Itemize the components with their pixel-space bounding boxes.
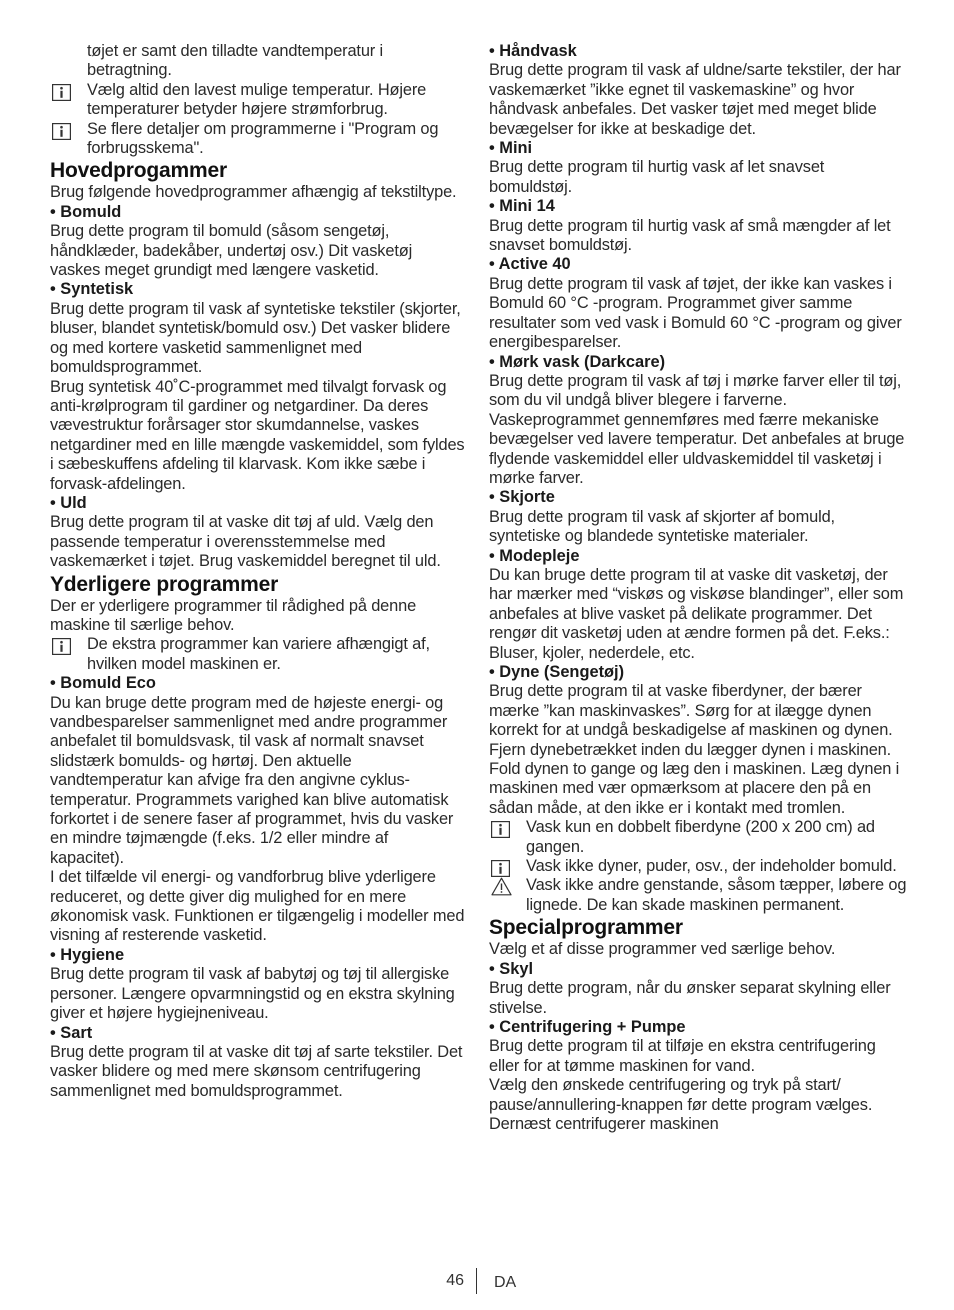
program-title-syntetisk: • Syntetisk bbox=[50, 280, 134, 299]
footer-divider bbox=[476, 1268, 477, 1294]
program-desc-bomuld-eco-2: I det tilfælde vil energi- og vandforbrug blive yderligere reduceret, og dette giver dig mulighed for en mere økonomisk vask. Funktionen er tilgængelig i modeller med visning af resterende vasketid. bbox=[50, 868, 465, 945]
program-title-uld: • Uld bbox=[50, 493, 87, 512]
program-title-darkcare: • Mørk vask (Darkcare) bbox=[489, 352, 666, 371]
page-number: 46 bbox=[446, 1272, 464, 1289]
info-icon bbox=[52, 638, 71, 655]
note-text: Vask kun en dobbelt fiberdyne (200 x 200 cm) ad gangen. bbox=[526, 818, 875, 856]
program-title-haandvask: • Håndvask bbox=[489, 42, 577, 60]
note-text: De ekstra programmer kan variere afhængigt af, hvilken model maskinen er. bbox=[87, 635, 430, 673]
program-desc-skyl: Brug dette program, når du ønsker separat skylning eller stivelse. bbox=[489, 979, 891, 1017]
heading-extra-programs: Yderligere programmer bbox=[50, 572, 279, 596]
program-desc-syntetisk-2: Brug syntetisk 40˚C-programmet med tilvalgt forvask og anti-krølprogram til gardiner og netgardiner. Da deres vævestruktur forårsager stor skumdannelse, vaskes netgardiner med en lille mængde vaskemiddel, som fyldes i sæbeskuffens afdeling til klarvask. Kom ikke sæbe i forvask-afdelingen. bbox=[50, 377, 465, 493]
left-column bbox=[50, 42, 465, 1101]
program-title-dyne: • Dyne (Sengetøj) bbox=[489, 663, 625, 681]
program-title-hygiene: • Hygiene bbox=[50, 945, 125, 964]
program-desc-mini-14: Brug dette program til hurtig vask af små mængder af let snavset bomuldstøj. bbox=[489, 216, 891, 255]
page-footer bbox=[0, 1268, 954, 1298]
language-code: DA bbox=[494, 1274, 517, 1291]
intro-continuation: tøjet er samt den tilladte vandtemperatur i betragtning. bbox=[87, 42, 384, 80]
program-desc-mini: Brug dette program til hurtig vask af let snavset bomuldstøj. bbox=[489, 158, 825, 196]
program-desc-bomuld: Brug dette program til bomuld (såsom sengetøj, håndklæder, badekåber, undertøj osv.) Dit vasketøj vaskes meget grundigt med længere vasketid. bbox=[50, 222, 413, 280]
program-title-skyl: • Skyl bbox=[489, 959, 534, 978]
program-title-skjorte: • Skjorte bbox=[489, 488, 555, 507]
warning-text: Vask ikke andre genstande, såsom tæpper, løbere og lignede. De kan skade maskinen permanent. bbox=[526, 876, 907, 914]
warning-other-items bbox=[489, 876, 909, 915]
program-desc-centrifugering-2: Vælg den ønskede centrifugering og tryk på start/ pause/annullering-knappen før dette program vælges. Dernæst centrifugerer maskinen bbox=[489, 1076, 873, 1133]
program-desc-active-40: Brug dette program til vask af tøjet, der ikke kan vaskes i Bomuld 60 °C -program. Programmet giver samme resultater som ved vask i Bomuld 60 °C -program og giver energibesparelser. bbox=[489, 274, 902, 352]
heading-main-programs: Hovedprogammer bbox=[50, 159, 227, 183]
program-title-active-40: • Active 40 bbox=[489, 255, 571, 274]
program-desc-hygiene: Brug dette program til vask af babytøj og tøj til allergiske personer. Længere opvarmningstid og en ekstra skylning giver et højere hygiejneniveau. bbox=[50, 965, 455, 1023]
note-text: Se flere detaljer om programmerne i "Program og forbrugsskema". bbox=[87, 119, 439, 158]
note-double-duvet bbox=[489, 818, 909, 857]
program-title-modepleje: • Modepleje bbox=[489, 546, 580, 565]
info-icon bbox=[491, 860, 510, 877]
warning-triangle-icon bbox=[491, 877, 512, 896]
extra-intro: Der er yderligere programmer til rådighed på denne maskine til særlige behov. bbox=[50, 596, 417, 634]
main-intro: Brug følgende hovedprogrammer afhængig af tekstiltype. bbox=[50, 183, 457, 202]
info-icon bbox=[491, 821, 510, 838]
program-title-bomuld: • Bomuld bbox=[50, 202, 122, 221]
program-title-sart: • Sart bbox=[50, 1023, 93, 1042]
program-title-bomuld-eco: • Bomuld Eco bbox=[50, 674, 156, 693]
program-desc-haandvask: Brug dette program til vask af uldne/sarte tekstiler, der har vaskemærket ”ikke egnet til vaskemaskine” og hvor håndvask anbefales. Det vasker tøjet med meget blide bevægelser for ikke at beskadige det. bbox=[489, 61, 901, 138]
program-desc-syntetisk: Brug dette program til vask af syntetiske tekstiler (skjorter, bluser, blandet syntetisk/bomuld osv.) Det vasker blidere og med kortere vasketid sammenlignet med bomuldsprogrammet. bbox=[50, 299, 461, 377]
note-text: Vælg altid den lavest mulige temperatur. Højere temperaturer betyder højere strømforbrug. bbox=[87, 80, 427, 119]
note-extra-programs bbox=[50, 635, 465, 674]
program-desc-centrifugering: Brug dette program til at tilføje en ekstra centrifugering eller for at tømme maskinen for vand. bbox=[489, 1037, 876, 1075]
program-desc-bomuld-eco: Du kan bruge dette program med de højeste energi- og vandbesparelser sammenlignet med andre programmer anbefalet til bomuldsvask, til vask af normalt snavset slidstærk bomulds- og hørtøj. Den aktuelle vandtemperatur kan afvige fra den angivne cyklus-temperatur. Programmets varighed kan blive automatisk forkortet i de senere faser af programmet, hvis du vasker en mindre tøjmængde (f.eks. 1/2 eller mindre af kapacitet). bbox=[50, 693, 454, 867]
program-desc-modepleje: Du kan bruge dette program til at vaske dit vasketøj, der har mærker med “viskøs og viskøse blandinger”, eller som anbefales at blive vasket på delikate programmer. Det rengør dit vasketøj uden at ændre formen på det. F.eks.: Bluser, kjoler, nederdele, etc. bbox=[489, 565, 904, 662]
note-text: Vask ikke dyner, puder, osv., der indeholder bomuld. bbox=[526, 857, 897, 876]
info-icon bbox=[52, 123, 71, 140]
program-title-centrifugering: • Centrifugering + Pumpe bbox=[489, 1017, 686, 1036]
program-desc-darkcare: Brug dette program til vask af tøj i mørke farver eller til tøj, som du vil undgå bliver blegere i farverne. Vaskeprogrammet gennemføres med færre mekaniske bevægelser ved lavere temperatur. Det anbefales at bruge flydende vaskemiddel eller uldvaskemiddel til vasketøj i mørke farver. bbox=[489, 371, 905, 487]
program-desc-uld: Brug dette program til at vaske dit tøj af uld. Vælg den passende temperatur i overensstemmelse med vaskemærket i tøjet. Brug vaskemiddel beregnet til uld. bbox=[50, 513, 441, 571]
program-title-mini: • Mini bbox=[489, 139, 533, 158]
program-desc-dyne: Brug dette program til at vaske fiberdyner, der bærer mærke ”kan maskinvaskes”. Sørg for at ilægge dynen korrekt for at undgå beskadigelse af maskinen og dynen. Fjern dynebetrækket inden du lægger dynen i maskinen. Fold dynen to gange og læg den i maskinen. Læg dynen i maskinen med vær opmærksom at placere den på en sådan måde, at den ikke er i kontakt med tromlen. bbox=[489, 682, 900, 817]
program-desc-sart: Brug dette program til at vaske dit tøj af sarte tekstiler. Det vasker blidere og med mere skønsom centrifugering sammenlignet med bomuldsprogrammet. bbox=[50, 1042, 463, 1100]
note-details bbox=[50, 120, 465, 159]
program-desc-skjorte: Brug dette program til vask af skjorter af bomuld, syntetiske og blandede syntetiske materialer. bbox=[489, 507, 835, 546]
right-column bbox=[489, 42, 909, 1134]
info-icon bbox=[52, 84, 71, 101]
note-cotton-duvets bbox=[489, 857, 909, 876]
special-intro: Vælg et af disse programmer ved særlige behov. bbox=[489, 940, 836, 959]
note-temperature bbox=[50, 81, 465, 120]
heading-special-programs: Specialprogrammer bbox=[489, 916, 683, 940]
program-title-mini-14: • Mini 14 bbox=[489, 197, 555, 216]
